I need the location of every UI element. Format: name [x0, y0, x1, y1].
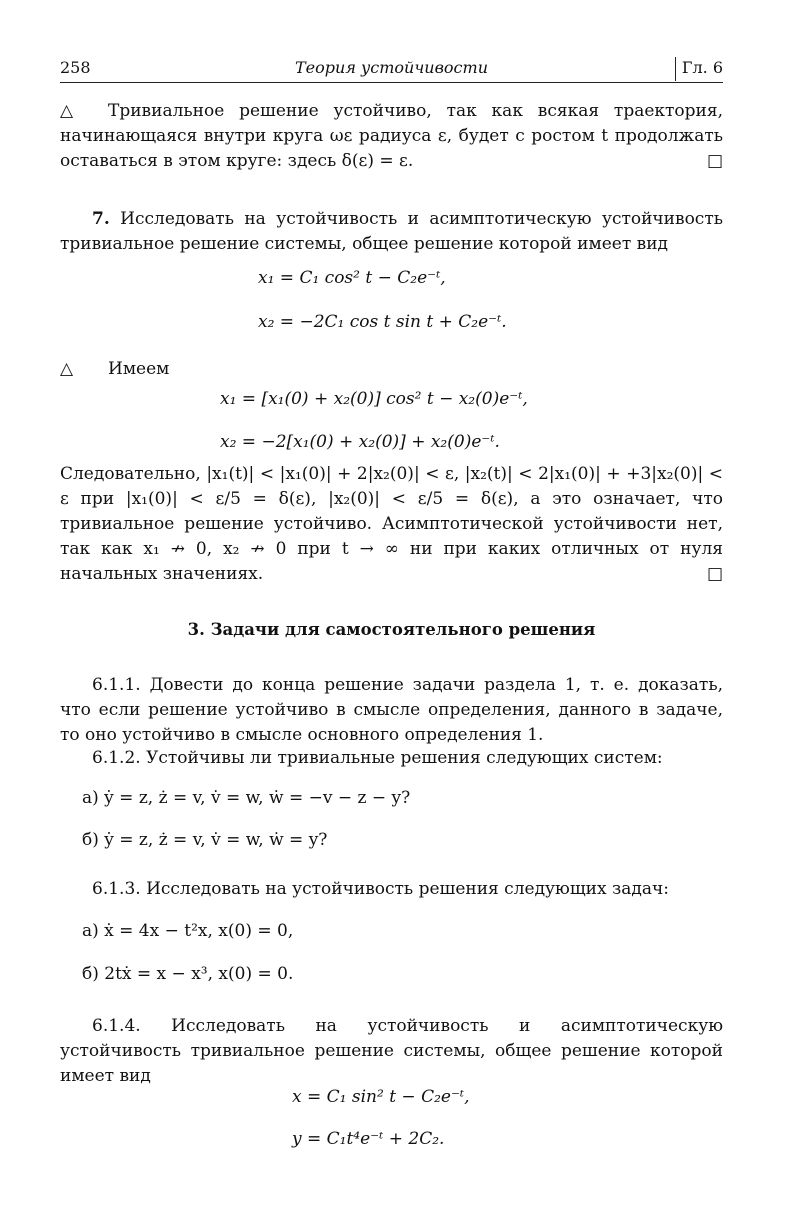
- proof-paragraph-1: [60, 99, 723, 174]
- proof-text-1: Тривиальное решение устойчиво, так как всякая траектория, начинающаяся внутри круга ωε радиуса ε, будет с ростом t продолжать оставаться в этом круге: здесь δ(ε) = ε.: [60, 101, 723, 171]
- page-number: 258: [60, 58, 91, 77]
- solution-7-paragraph: [60, 462, 723, 587]
- exercise-6-1-4-equation-2: y = C₁t⁴e⁻ᵗ + 2C₂.: [292, 1129, 445, 1149]
- exercise-6-1-2-a: а) ẏ = z, ż = v, v̇ = w, ẇ = −v − z − y?: [82, 788, 411, 808]
- running-title: Теория устойчивости: [295, 58, 488, 77]
- proof-start-triangle: △: [60, 101, 74, 121]
- exercise-6-1-4-equation-1: x = C₁ sin² t − C₂e⁻ᵗ,: [292, 1087, 470, 1107]
- solution-7-equation-1: x₁ = [x₁(0) + x₂(0)] cos² t − x₂(0)e⁻ᵗ,: [220, 389, 528, 409]
- running-header: [60, 56, 723, 83]
- section-heading: 3. Задачи для самостоятельного решения: [187, 620, 596, 639]
- exercise-6-1-1: 6.1.1. Довести до конца решение задачи раздела 1, т. е. доказать, что если решение устойчиво в смысле определения, данного в задаче, то оно устойчиво в смысле основного определения 1.: [60, 675, 723, 745]
- solution-7-text: Следовательно, |x₁(t)| < |x₁(0)| + 2|x₂(0)| < ε, |x₂(t)| < 2|x₁(0)| + +3|x₂(0)| < ε при |x₁(0)| < ε/5 = δ(ε), |x₂(0)| < ε/5 = δ(ε), а это означает, что тривиальное решение устойчиво. Асимптотической устойчивости нет, так как x₁ ↛ 0, x₂ ↛ 0 при t → ∞ ни при каких отличных от нуля начальных значениях.: [60, 464, 723, 584]
- exercise-6-1-4: 6.1.4. Исследовать на устойчивость и асимптотическую устойчивость тривиальное решение системы, общее решение которой имеет вид: [60, 1016, 723, 1086]
- solution-7-lead: [60, 357, 723, 382]
- solution-lead-text: Имеем: [108, 359, 170, 379]
- book-page: [60, 0, 723, 1216]
- problem-7-equation-1: x₁ = C₁ cos² t − C₂e⁻ᵗ,: [258, 268, 446, 288]
- proof-start-triangle: △: [60, 359, 74, 379]
- exercise-6-1-2: 6.1.2. Устойчивы ли тривиальные решения следующих систем:: [92, 748, 663, 768]
- exercise-6-1-3-b: б) 2tẋ = x − x³, x(0) = 0.: [82, 964, 294, 984]
- proof-end-square: □: [706, 564, 723, 584]
- chapter-label: Гл. 6: [681, 58, 723, 77]
- exercise-6-1-3: 6.1.3. Исследовать на устойчивость решения следующих задач:: [92, 879, 669, 899]
- exercise-6-1-2-b: б) ẏ = z, ż = v, v̇ = w, ẇ = y?: [82, 830, 328, 850]
- problem-7-text: Исследовать на устойчивость и асимптотическую устойчивость тривиальное решение системы, общее решение которой имеет вид: [60, 209, 723, 254]
- problem-7-statement: [60, 207, 723, 257]
- solution-7-equation-2: x₂ = −2[x₁(0) + x₂(0)] + x₂(0)e⁻ᵗ.: [220, 432, 500, 452]
- proof-end-square: □: [706, 151, 723, 171]
- problem-number: 7.: [92, 209, 110, 229]
- exercise-6-1-3-a: а) ẋ = 4x − t²x, x(0) = 0,: [82, 921, 294, 941]
- problem-7-equation-2: x₂ = −2C₁ cos t sin t + C₂e⁻ᵗ.: [258, 312, 507, 332]
